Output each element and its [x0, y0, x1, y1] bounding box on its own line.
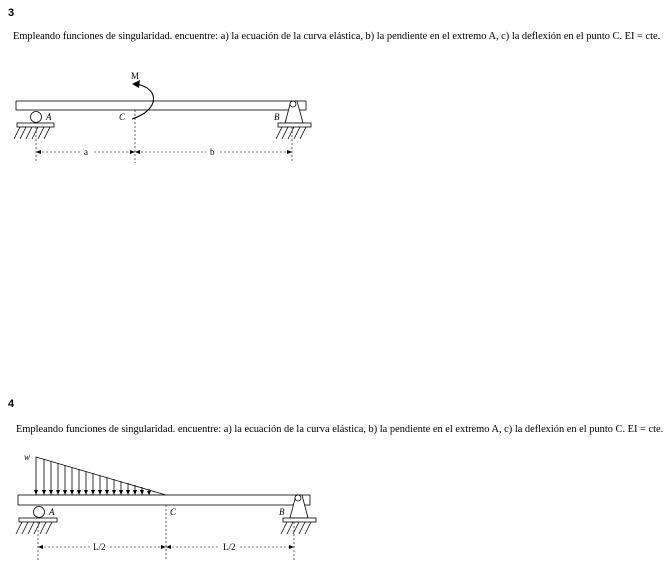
problem-4-number: 4	[8, 398, 15, 410]
label-moment: M	[131, 71, 140, 81]
label-dimension-b: b	[210, 147, 215, 157]
label-point-b: B	[274, 112, 280, 122]
ground-hatch-a	[16, 522, 52, 534]
triangular-load	[36, 457, 166, 495]
label-dimension-right: L/2	[223, 542, 236, 552]
label-dimension-left: L/2	[93, 542, 106, 552]
problem-4-statement: Empleando funciones de singularidad. encuentre: a) la ecuación de la curva elástica, b) la pendiente en el extremo A, c) la deflexión en el punto C. EI = cte.	[16, 424, 664, 435]
support-plate-a	[19, 518, 57, 522]
ground-hatch-b	[281, 522, 311, 534]
roller-support-a	[34, 507, 45, 518]
label-point-c: C	[119, 112, 126, 122]
label-dimension-a: a	[84, 147, 88, 157]
label-point-b: B	[279, 507, 285, 517]
label-load: w	[24, 452, 31, 462]
label-point-a: A	[49, 507, 55, 517]
label-point-a: A	[46, 112, 52, 122]
problem-3-statement: Empleando funciones de singularidad. encuentre: a) la ecuación de la curva elástica, b) la pendiente en el extremo A, c) la deflexión en el punto C. EI = cte.	[13, 31, 661, 42]
problem-3-number: 3	[8, 7, 15, 19]
label-point-c: C	[170, 507, 177, 517]
support-plate-b	[283, 518, 316, 522]
pin-b	[295, 495, 301, 501]
beam	[18, 495, 310, 505]
